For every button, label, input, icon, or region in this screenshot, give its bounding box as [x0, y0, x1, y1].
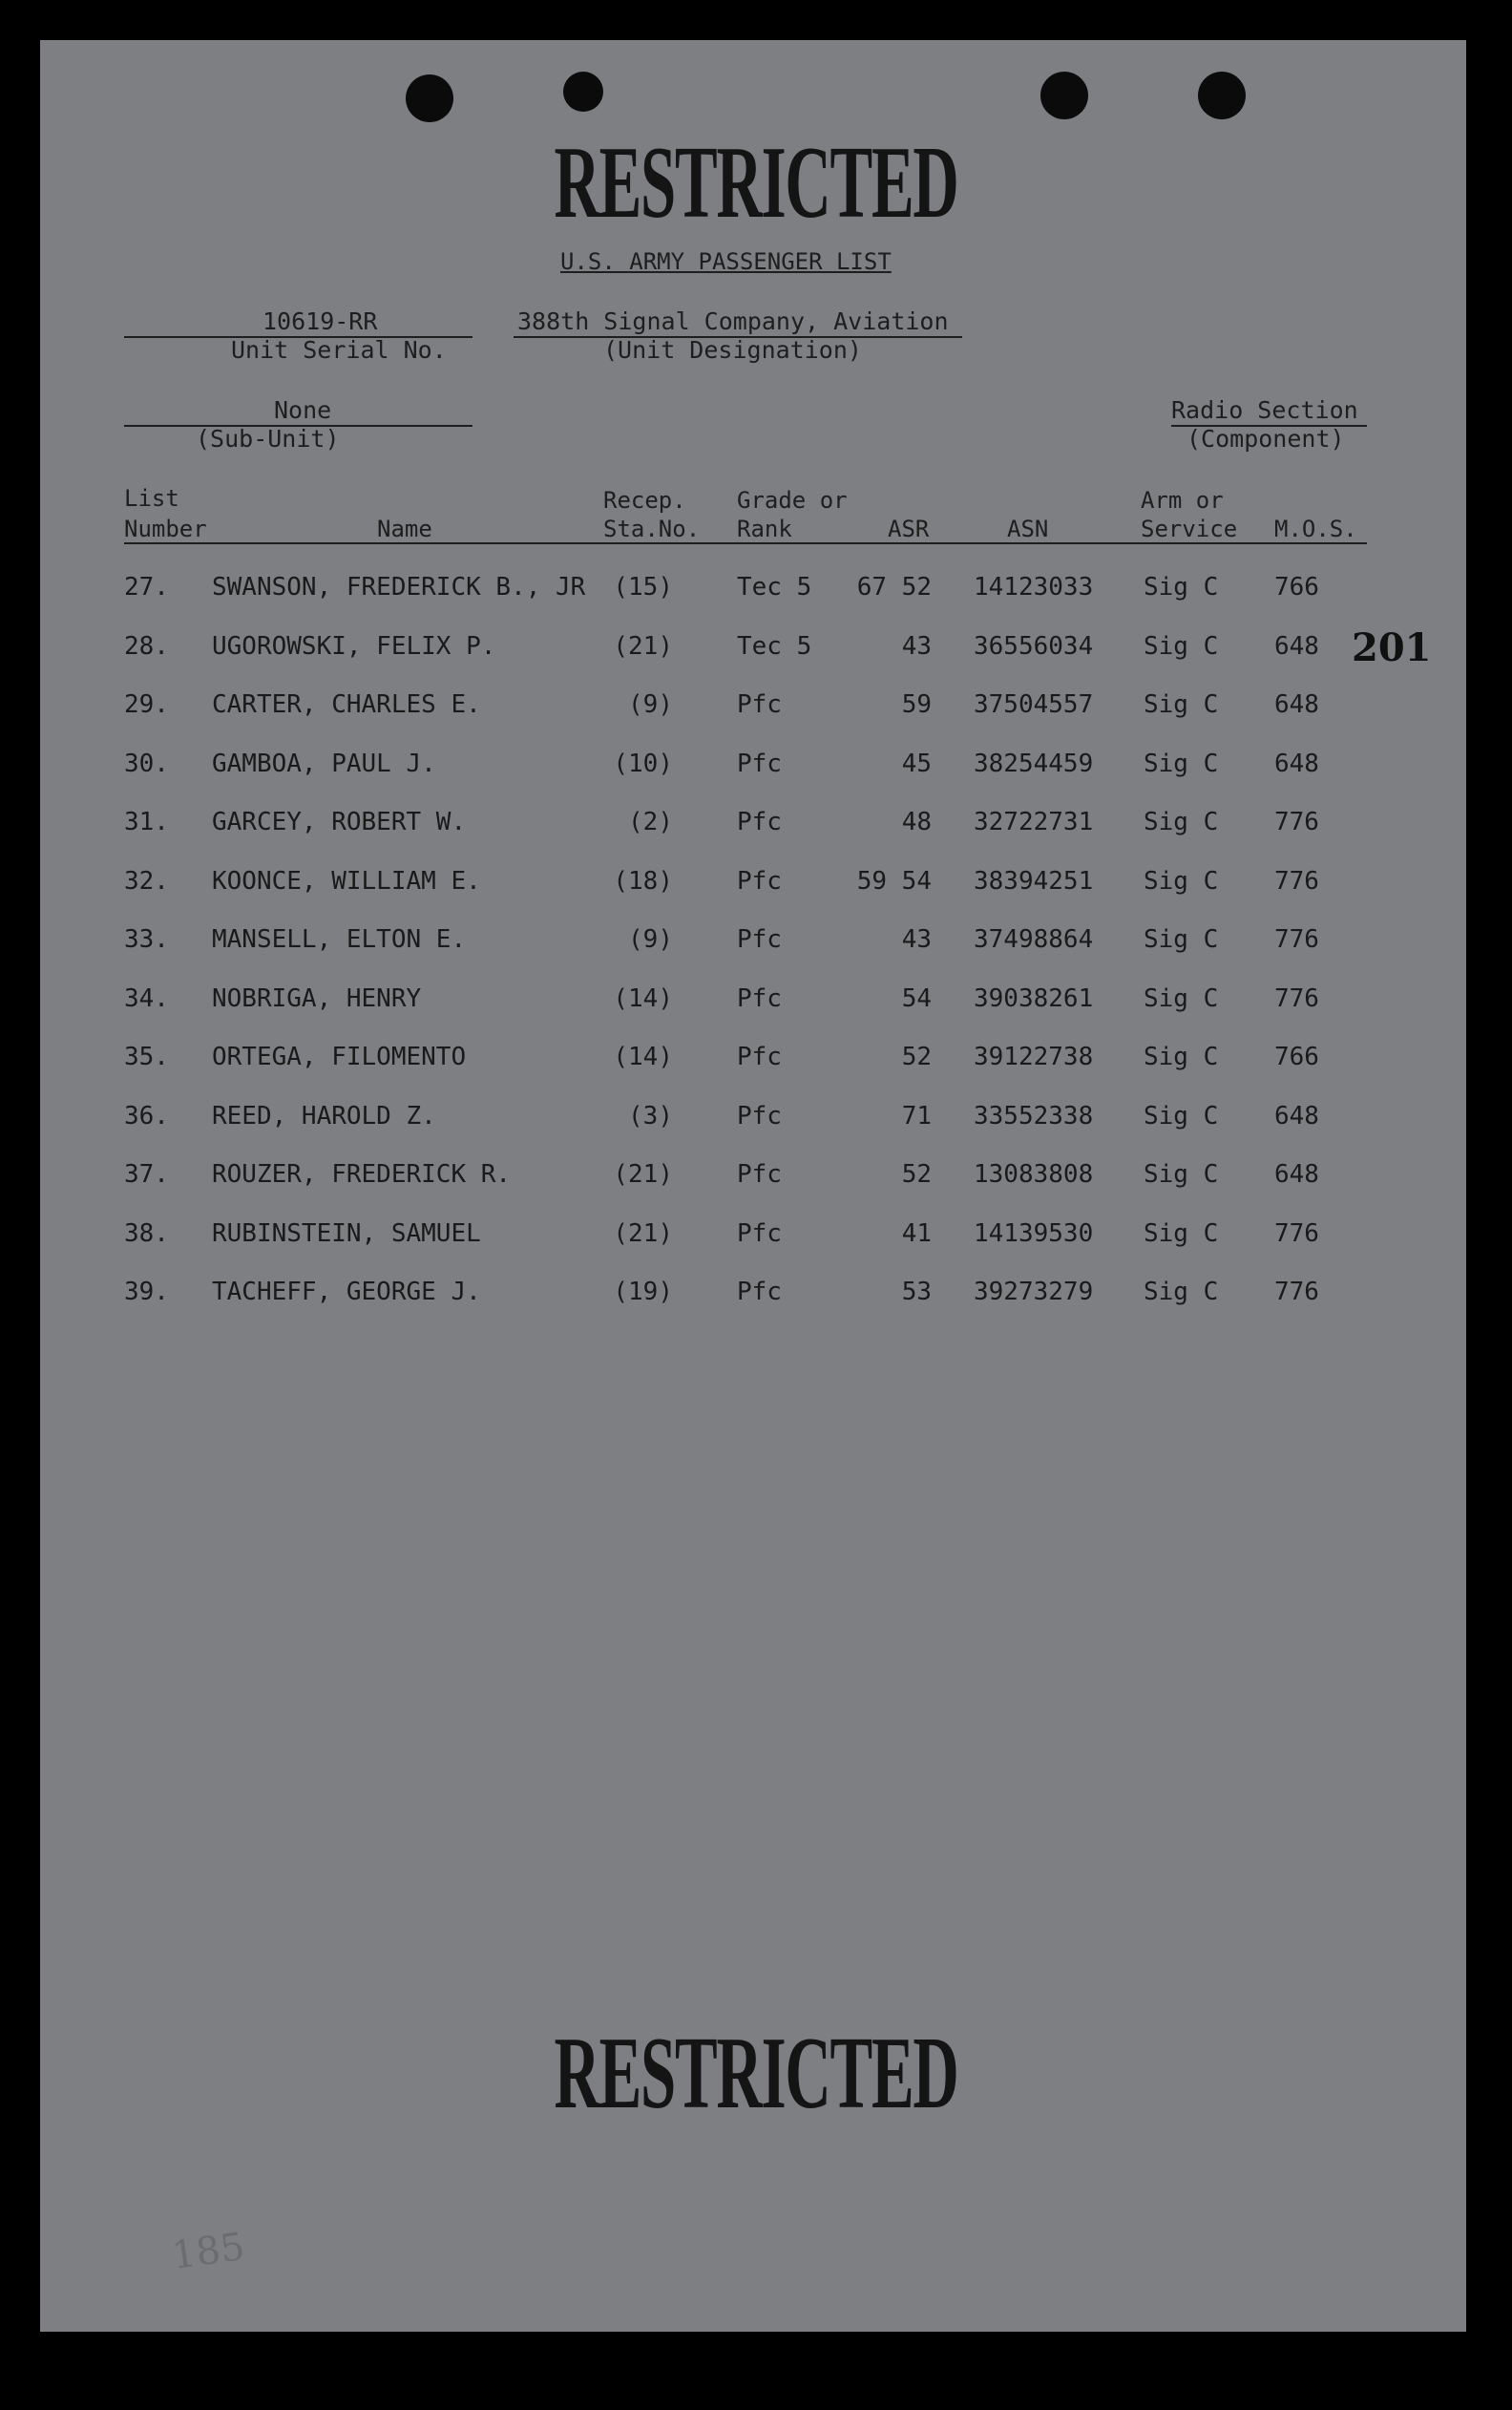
cell-recep: (3) [628, 1101, 673, 1131]
unit-designation-label: (Unit Designation) [603, 336, 862, 364]
cell-recep: (15) [613, 573, 673, 602]
cell-num: 33. [124, 925, 169, 954]
cell-arm: Sig C [1144, 808, 1219, 836]
cell-name: TACHEFF, GEORGE J. [212, 1278, 481, 1306]
cell-num: 28. [124, 631, 169, 661]
cell-asr: 67 52 [856, 573, 932, 602]
cell-arm: Sig C [1144, 1278, 1219, 1306]
cell-asr: 45 [901, 749, 932, 778]
cell-name: GARCEY, ROBERT W. [212, 808, 467, 836]
cell-grade: Pfc [737, 1218, 782, 1248]
punch-hole [1040, 72, 1088, 119]
cell-mos: 648 [1274, 690, 1319, 719]
unit-designation-value: 388th Signal Company, Aviation [517, 307, 949, 335]
cell-recep: (21) [613, 631, 673, 661]
cell-mos: 776 [1274, 1278, 1319, 1306]
cell-grade: Pfc [737, 983, 782, 1013]
cell-arm: Sig C [1144, 1101, 1219, 1131]
table-row [0, 1102, 1512, 1140]
cell-num: 39. [124, 1278, 169, 1306]
header-grade-2: Rank [737, 516, 792, 542]
cell-name: SWANSON, FREDERICK B., JR [212, 573, 586, 602]
cell-grade: Tec 5 [737, 631, 812, 661]
cell-mos: 648 [1274, 1101, 1319, 1131]
cell-arm: Sig C [1144, 749, 1219, 778]
table-row [0, 808, 1512, 846]
header-underline [124, 542, 1367, 544]
table-row [0, 690, 1512, 729]
table-row [0, 632, 1512, 670]
cell-num: 35. [124, 1043, 169, 1071]
cell-num: 31. [124, 808, 169, 836]
header-recep-1: Recep. [603, 487, 686, 514]
cell-grade: Pfc [737, 925, 782, 954]
header-name: Name [377, 516, 432, 542]
cell-recep: (19) [613, 1278, 673, 1306]
cell-name: ORTEGA, FILOMENTO [212, 1043, 467, 1071]
cell-arm: Sig C [1144, 1218, 1219, 1248]
cell-num: 37. [124, 1160, 169, 1189]
cell-grade: Tec 5 [737, 573, 812, 602]
table-row [0, 573, 1512, 611]
cell-recep: (21) [613, 1160, 673, 1189]
cell-name: UGOROWSKI, FELIX P. [212, 631, 496, 661]
table-row [0, 1043, 1512, 1081]
cell-grade: Pfc [737, 866, 782, 896]
cell-num: 27. [124, 573, 169, 602]
cell-num: 29. [124, 690, 169, 719]
cell-asn: 32722731 [974, 808, 1094, 836]
punch-hole [563, 72, 603, 112]
table-row [0, 750, 1512, 788]
header-grade-1: Grade or [737, 487, 848, 514]
table-row [0, 1219, 1512, 1258]
cell-mos: 776 [1274, 866, 1319, 896]
cell-asn: 39122738 [974, 1043, 1094, 1071]
cell-asr: 48 [901, 808, 932, 836]
cell-asr: 41 [901, 1218, 932, 1248]
cell-recep: (9) [628, 925, 673, 954]
cell-num: 34. [124, 983, 169, 1013]
header-arm-1: Arm or [1141, 487, 1224, 514]
cell-name: MANSELL, ELTON E. [212, 925, 467, 954]
cell-arm: Sig C [1144, 573, 1219, 602]
cell-asn: 39273279 [974, 1278, 1094, 1306]
cell-recep: (18) [613, 866, 673, 896]
cell-asn: 36556034 [974, 631, 1094, 661]
cell-asr: 43 [901, 631, 932, 661]
cell-name: RUBINSTEIN, SAMUEL [212, 1218, 481, 1248]
cell-asn: 14123033 [974, 573, 1094, 602]
cell-asr: 52 [901, 1160, 932, 1189]
cell-asr: 43 [901, 925, 932, 954]
cell-mos: 648 [1274, 631, 1319, 661]
cell-asn: 38394251 [974, 866, 1094, 896]
header-asn: ASN [1007, 516, 1049, 542]
table-row [0, 984, 1512, 1023]
cell-asn: 13083808 [974, 1160, 1094, 1189]
cell-asn: 39038261 [974, 983, 1094, 1013]
cell-grade: Pfc [737, 690, 782, 719]
cell-arm: Sig C [1144, 1043, 1219, 1071]
cell-asn: 38254459 [974, 749, 1094, 778]
cell-asn: 37504557 [974, 690, 1094, 719]
header-mos: M.O.S. [1274, 516, 1357, 542]
cell-recep: (2) [628, 808, 673, 836]
header-arm-2: Service [1141, 516, 1238, 542]
cell-arm: Sig C [1144, 690, 1219, 719]
cell-mos: 648 [1274, 1160, 1319, 1189]
cell-grade: Pfc [737, 749, 782, 778]
cell-num: 30. [124, 749, 169, 778]
table-row [0, 867, 1512, 905]
cell-asn: 33552338 [974, 1101, 1094, 1131]
cell-asr: 59 54 [856, 866, 932, 896]
cell-recep: (10) [613, 749, 673, 778]
cell-name: KOONCE, WILLIAM E. [212, 866, 481, 896]
cell-arm: Sig C [1144, 866, 1219, 896]
cell-grade: Pfc [737, 1043, 782, 1071]
component-value: Radio Section [1171, 396, 1358, 424]
page-number: 201 [1352, 625, 1432, 670]
cell-recep: (21) [613, 1218, 673, 1248]
cell-mos: 776 [1274, 925, 1319, 954]
cell-name: NOBRIGA, HENRY [212, 983, 422, 1013]
cell-arm: Sig C [1144, 983, 1219, 1013]
cell-name: REED, HAROLD Z. [212, 1101, 436, 1131]
cell-recep: (14) [613, 983, 673, 1013]
punch-hole [1198, 72, 1246, 119]
header-recep-2: Sta.No. [603, 516, 701, 542]
cell-grade: Pfc [737, 808, 782, 836]
cell-mos: 776 [1274, 983, 1319, 1013]
unit-serial-label: Unit Serial No. [231, 336, 447, 364]
punch-hole [406, 74, 453, 122]
cell-grade: Pfc [737, 1101, 782, 1131]
header-asr: ASR [888, 516, 930, 542]
cell-name: CARTER, CHARLES E. [212, 690, 481, 719]
cell-mos: 766 [1274, 1043, 1319, 1071]
sub-unit-label: (Sub-Unit) [196, 425, 340, 453]
restricted-stamp-top: RESTRICTED [554, 126, 958, 240]
cell-asn: 37498864 [974, 925, 1094, 954]
cell-grade: Pfc [737, 1278, 782, 1306]
cell-num: 38. [124, 1218, 169, 1248]
restricted-stamp-bottom: RESTRICTED [554, 2017, 958, 2130]
cell-asr: 53 [901, 1278, 932, 1306]
cell-arm: Sig C [1144, 1160, 1219, 1189]
header-list-number-1: List [124, 485, 179, 512]
sub-unit-value: None [274, 396, 332, 424]
cell-num: 32. [124, 866, 169, 896]
cell-grade: Pfc [737, 1160, 782, 1189]
cell-arm: Sig C [1144, 925, 1219, 954]
table-row [0, 1160, 1512, 1198]
cell-arm: Sig C [1144, 631, 1219, 661]
cell-mos: 648 [1274, 749, 1319, 778]
list-title: U.S. ARMY PASSENGER LIST [560, 248, 892, 275]
cell-mos: 776 [1274, 1218, 1319, 1248]
cell-recep: (9) [628, 690, 673, 719]
cell-asr: 52 [901, 1043, 932, 1071]
cell-name: GAMBOA, PAUL J. [212, 749, 436, 778]
cell-asr: 54 [901, 983, 932, 1013]
margin-note: 185 [169, 2224, 248, 2279]
cell-mos: 776 [1274, 808, 1319, 836]
header-list-number-2: Number [124, 516, 207, 542]
cell-asr: 71 [901, 1101, 932, 1131]
cell-asn: 14139530 [974, 1218, 1094, 1248]
cell-name: ROUZER, FREDERICK R. [212, 1160, 512, 1189]
cell-mos: 766 [1274, 573, 1319, 602]
unit-serial-value: 10619-RR [262, 307, 378, 335]
table-row [0, 1278, 1512, 1316]
table-row [0, 925, 1512, 963]
cell-recep: (14) [613, 1043, 673, 1071]
component-label: (Component) [1186, 425, 1345, 453]
cell-num: 36. [124, 1101, 169, 1131]
cell-asr: 59 [901, 690, 932, 719]
